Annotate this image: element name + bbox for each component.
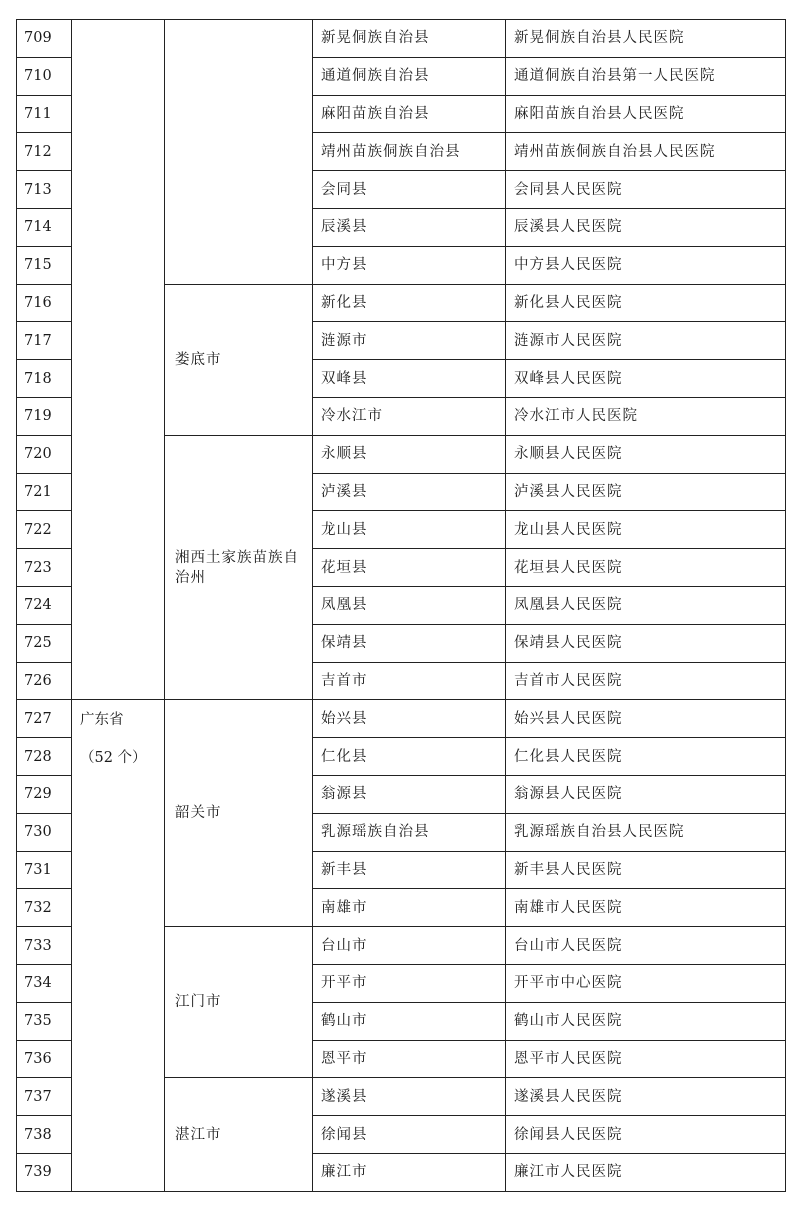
row-number: 723 [17, 549, 72, 587]
row-number: 737 [17, 1078, 72, 1116]
hospital-name: 泸溪县人民医院 [506, 473, 786, 511]
city-cell-zhanjiang: 湛江市 [165, 1078, 313, 1191]
county-name: 凤凰县 [313, 586, 506, 624]
table-row [17, 20, 786, 58]
county-name: 会同县 [313, 171, 506, 209]
city-cell-jiangmen: 江门市 [165, 927, 313, 1078]
row-number: 710 [17, 57, 72, 95]
county-name: 仁化县 [313, 738, 506, 776]
hospital-name: 冷水江市人民医院 [506, 397, 786, 435]
county-name: 保靖县 [313, 624, 506, 662]
county-name: 中方县 [313, 246, 506, 284]
county-name: 双峰县 [313, 360, 506, 398]
county-name: 徐闻县 [313, 1116, 506, 1154]
county-name: 新丰县 [313, 851, 506, 889]
hospital-list-table [16, 19, 786, 1192]
hospital-name: 南雄市人民医院 [506, 889, 786, 927]
row-number: 711 [17, 95, 72, 133]
row-number: 738 [17, 1116, 72, 1154]
county-name: 南雄市 [313, 889, 506, 927]
row-number: 739 [17, 1153, 72, 1191]
hospital-name: 开平市中心医院 [506, 964, 786, 1002]
hospital-name: 花垣县人民医院 [506, 549, 786, 587]
county-name: 新晃侗族自治县 [313, 20, 506, 58]
hospital-name: 吉首市人民医院 [506, 662, 786, 700]
hospital-name: 涟源市人民医院 [506, 322, 786, 360]
row-number: 735 [17, 1002, 72, 1040]
row-number: 717 [17, 322, 72, 360]
row-number: 709 [17, 20, 72, 58]
row-number: 729 [17, 775, 72, 813]
hospital-name: 鹤山市人民医院 [506, 1002, 786, 1040]
county-name: 廉江市 [313, 1153, 506, 1191]
hospital-name: 始兴县人民医院 [506, 700, 786, 738]
province-count: （52 个） [80, 750, 147, 767]
county-name: 乳源瑶族自治县 [313, 813, 506, 851]
row-number: 722 [17, 511, 72, 549]
county-name: 鹤山市 [313, 1002, 506, 1040]
row-number: 714 [17, 208, 72, 246]
row-number: 712 [17, 133, 72, 171]
table-row [17, 700, 786, 738]
province-cell-guangdong [72, 700, 165, 1191]
county-name: 冷水江市 [313, 397, 506, 435]
county-name: 泸溪县 [313, 473, 506, 511]
row-number: 713 [17, 171, 72, 209]
hospital-name: 台山市人民医院 [506, 927, 786, 965]
hospital-name: 保靖县人民医院 [506, 624, 786, 662]
province-name: 广东省 [80, 712, 124, 729]
hospital-name: 徐闻县人民医院 [506, 1116, 786, 1154]
row-number: 731 [17, 851, 72, 889]
row-number: 719 [17, 397, 72, 435]
hospital-name: 遂溪县人民医院 [506, 1078, 786, 1116]
row-number: 733 [17, 927, 72, 965]
county-name: 通道侗族自治县 [313, 57, 506, 95]
row-number: 736 [17, 1040, 72, 1078]
hospital-name: 廉江市人民医院 [506, 1153, 786, 1191]
hospital-name: 翁源县人民医院 [506, 775, 786, 813]
province-cell-hunan [72, 20, 165, 700]
county-name: 辰溪县 [313, 208, 506, 246]
hospital-name: 麻阳苗族自治县人民医院 [506, 95, 786, 133]
hospital-name: 凤凰县人民医院 [506, 586, 786, 624]
row-number: 720 [17, 435, 72, 473]
row-number: 726 [17, 662, 72, 700]
hospital-name: 通道侗族自治县第一人民医院 [506, 57, 786, 95]
county-name: 新化县 [313, 284, 506, 322]
county-name: 永顺县 [313, 435, 506, 473]
row-number: 725 [17, 624, 72, 662]
county-name: 涟源市 [313, 322, 506, 360]
county-name: 花垣县 [313, 549, 506, 587]
county-name: 开平市 [313, 964, 506, 1002]
row-number: 724 [17, 586, 72, 624]
hospital-name: 新丰县人民医院 [506, 851, 786, 889]
city-cell-shaoguan: 韶关市 [165, 700, 313, 927]
city-cell-huaihua [165, 20, 313, 285]
county-name: 翁源县 [313, 775, 506, 813]
county-name: 恩平市 [313, 1040, 506, 1078]
hospital-name: 新晃侗族自治县人民医院 [506, 20, 786, 58]
hospital-name: 辰溪县人民医院 [506, 208, 786, 246]
hospital-name: 中方县人民医院 [506, 246, 786, 284]
hospital-name: 恩平市人民医院 [506, 1040, 786, 1078]
city-cell-loudi: 娄底市 [165, 284, 313, 435]
county-name: 台山市 [313, 927, 506, 965]
city-cell-xiangxi: 湘西土家族苗族自治州 [165, 435, 313, 700]
row-number: 727 [17, 700, 72, 738]
hospital-name: 龙山县人民医院 [506, 511, 786, 549]
hospital-name: 乳源瑶族自治县人民医院 [506, 813, 786, 851]
row-number: 721 [17, 473, 72, 511]
county-name: 龙山县 [313, 511, 506, 549]
hospital-name: 靖州苗族侗族自治县人民医院 [506, 133, 786, 171]
row-number: 718 [17, 360, 72, 398]
row-number: 732 [17, 889, 72, 927]
row-number: 715 [17, 246, 72, 284]
county-name: 遂溪县 [313, 1078, 506, 1116]
hospital-name: 新化县人民医院 [506, 284, 786, 322]
county-name: 靖州苗族侗族自治县 [313, 133, 506, 171]
row-number: 734 [17, 964, 72, 1002]
row-number: 730 [17, 813, 72, 851]
row-number: 728 [17, 738, 72, 776]
hospital-name: 会同县人民医院 [506, 171, 786, 209]
county-name: 麻阳苗族自治县 [313, 95, 506, 133]
row-number: 716 [17, 284, 72, 322]
hospital-name: 仁化县人民医院 [506, 738, 786, 776]
county-name: 始兴县 [313, 700, 506, 738]
hospital-name: 双峰县人民医院 [506, 360, 786, 398]
county-name: 吉首市 [313, 662, 506, 700]
hospital-name: 永顺县人民医院 [506, 435, 786, 473]
